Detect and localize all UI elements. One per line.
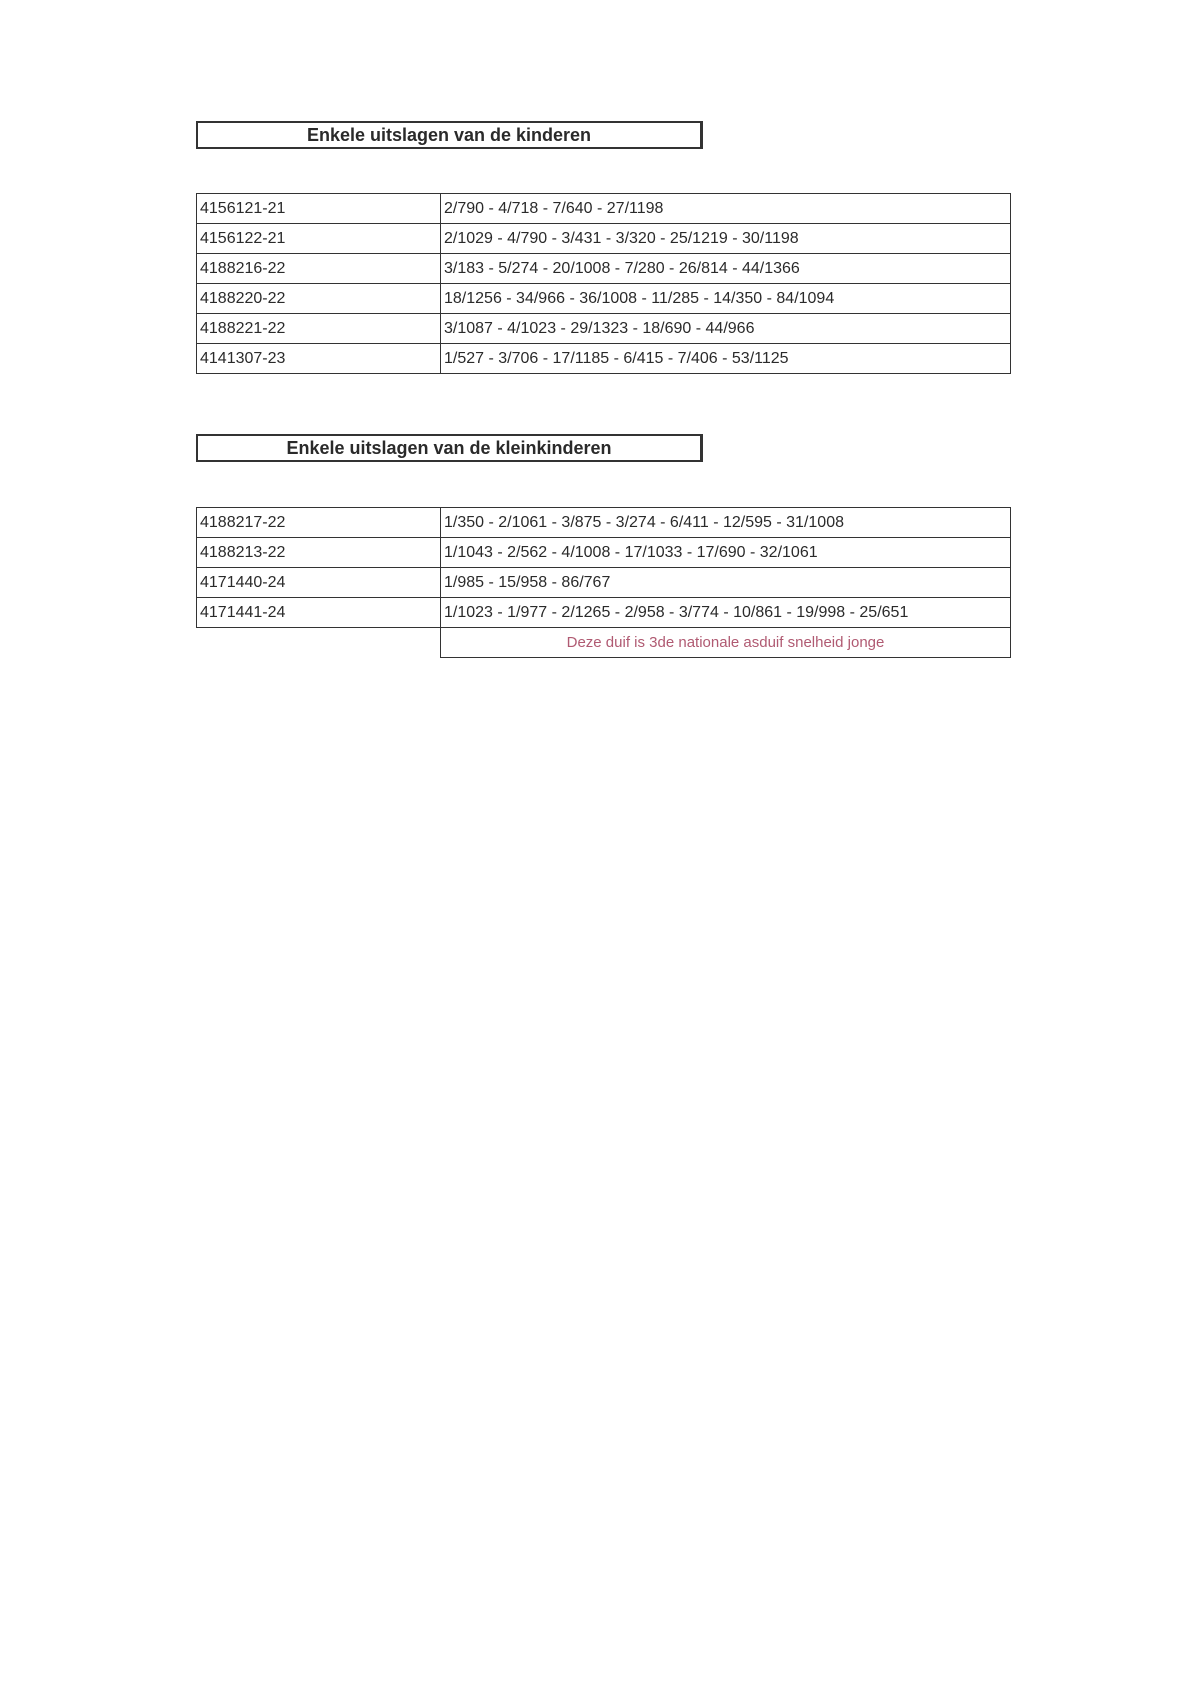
empty-cell — [197, 628, 441, 658]
table-row — [197, 284, 1011, 314]
table-row — [197, 598, 1011, 628]
ring-number: 4156121-21 — [197, 194, 441, 224]
results-cell: 1/1043 - 2/562 - 4/1008 - 17/1033 - 17/690 - 32/1061 — [441, 538, 1011, 568]
ring-number: 4141307-23 — [197, 344, 441, 374]
ring-number: 4188217-22 — [197, 508, 441, 538]
note-row — [197, 628, 1011, 658]
table-row — [197, 314, 1011, 344]
note-text: Deze duif is 3de nationale asduif snelheid jonge — [441, 628, 1011, 658]
ring-number: 4156122-21 — [197, 224, 441, 254]
results-cell: 1/1023 - 1/977 - 2/1265 - 2/958 - 3/774 - 10/861 - 19/998 - 25/651 — [441, 598, 1011, 628]
table-row — [197, 508, 1011, 538]
ring-number: 4188221-22 — [197, 314, 441, 344]
ring-number: 4188216-22 — [197, 254, 441, 284]
table-row — [197, 224, 1011, 254]
table-row — [197, 254, 1011, 284]
results-cell: 3/1087 - 4/1023 - 29/1323 - 18/690 - 44/966 — [441, 314, 1011, 344]
table-row — [197, 538, 1011, 568]
results-cell: 1/527 - 3/706 - 17/1185 - 6/415 - 7/406 - 53/1125 — [441, 344, 1011, 374]
table-row — [197, 194, 1011, 224]
table-row — [197, 344, 1011, 374]
results-cell: 2/790 - 4/718 - 7/640 - 27/1198 — [441, 194, 1011, 224]
results-cell: 3/183 - 5/274 - 20/1008 - 7/280 - 26/814 - 44/1366 — [441, 254, 1011, 284]
results-cell: 18/1256 - 34/966 - 36/1008 - 11/285 - 14/350 - 84/1094 — [441, 284, 1011, 314]
ring-number: 4171441-24 — [197, 598, 441, 628]
results-table-kinderen — [196, 193, 1011, 374]
ring-number: 4171440-24 — [197, 568, 441, 598]
results-cell: 1/350 - 2/1061 - 3/875 - 3/274 - 6/411 - 12/595 - 31/1008 — [441, 508, 1011, 538]
results-cell: 2/1029 - 4/790 - 3/431 - 3/320 - 25/1219 - 30/1198 — [441, 224, 1011, 254]
section-title-kleinkinderen: Enkele uitslagen van de kleinkinderen — [196, 434, 703, 462]
ring-number: 4188213-22 — [197, 538, 441, 568]
ring-number: 4188220-22 — [197, 284, 441, 314]
results-cell: 1/985 - 15/958 - 86/767 — [441, 568, 1011, 598]
section-title-kinderen: Enkele uitslagen van de kinderen — [196, 121, 703, 149]
table-row — [197, 568, 1011, 598]
results-table-kleinkinderen — [196, 507, 1011, 658]
